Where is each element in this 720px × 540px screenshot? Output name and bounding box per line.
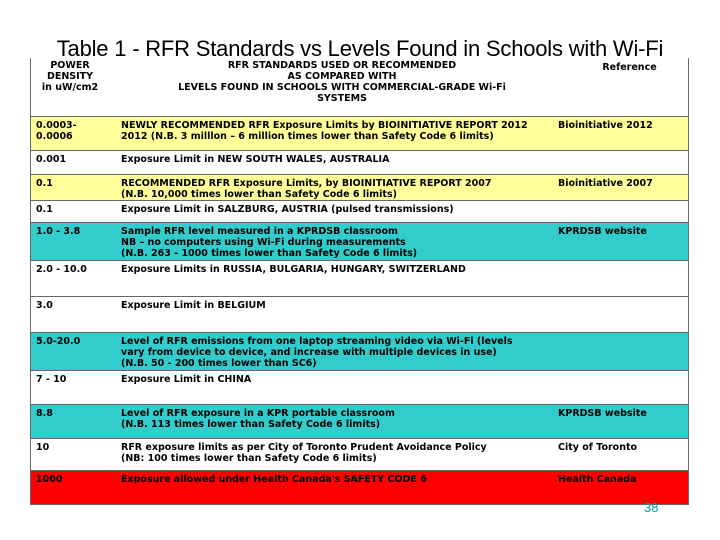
table-row <box>31 370 688 404</box>
power-density-cell: 0.001 <box>36 154 67 165</box>
standard-description-cell: Exposure Limit in SALZBURG, AUSTRIA (pulsed transmissions) <box>121 204 454 215</box>
power-density-cell: 1.0 - 3.8 <box>36 226 81 237</box>
standard-description-cell: Exposure Limit in CHINA <box>121 374 252 385</box>
page-number: 38 <box>644 500 659 515</box>
reference-cell: Bioinitiative 2012 <box>558 120 653 131</box>
table-row <box>31 296 688 332</box>
reference-cell: KPRDSB website <box>558 408 647 419</box>
reference-cell: KPRDSB website <box>558 226 647 237</box>
standard-description-cell: Exposure Limits in RUSSIA, BULGARIA, HUNGARY, SWITZERLAND <box>121 264 466 275</box>
power-density-cell: 0.1 <box>36 204 53 215</box>
power-density-cell: 3.0 <box>36 300 53 311</box>
standard-description-cell: RECOMMENDED RFR Exposure Limits, by BIOINITIATIVE REPORT 2007 (N.B. 10,000 times lower than Safety Code 6 limits) <box>121 178 492 200</box>
reference-cell: Bioinitiative 2007 <box>558 178 653 189</box>
rfr-standards-table <box>30 58 689 505</box>
standard-description-cell: Level of RFR emissions from one laptop streaming video via Wi-Fi (levels vary from device to device, and increase with multiple devices in use) (N.B. 50 - 200 times lower than SC6) <box>121 336 513 369</box>
table-row <box>31 332 688 370</box>
power-density-cell: 0.0003- 0.0006 <box>36 120 77 142</box>
standard-description-cell: RFR exposure limits as per City of Toronto Prudent Avoidance Policy (NB: 100 times lower than Safety Code 6 limits) <box>121 442 487 464</box>
table-row <box>31 438 688 470</box>
header-standards: RFR STANDARDS USED OR RECOMMENDED AS COMPARED WITH LEVELS FOUND IN SCHOOLS WITH COMMERCIAL-GRADE Wi-Fi SYSTEMS <box>178 60 506 104</box>
reference-cell: City of Toronto <box>558 442 638 453</box>
table-row <box>31 260 688 296</box>
standard-description-cell: Exposure Limit in NEW SOUTH WALES, AUSTRALIA <box>121 154 390 165</box>
power-density-cell: 0.1 <box>36 178 53 189</box>
table-row <box>31 404 688 438</box>
power-density-cell: 5.0-20.0 <box>36 336 81 347</box>
standard-description-cell: Exposure Limit in BELGIUM <box>121 300 266 311</box>
standard-description-cell: Exposure allowed under Health Canada's SAFETY CODE 6 <box>121 474 427 485</box>
header-reference: Reference <box>602 62 657 73</box>
table-row <box>31 470 688 504</box>
standard-description-cell: Level of RFR exposure in a KPR portable classroom (N.B. 113 times lower than Safety Code 6 limits) <box>121 408 395 430</box>
table-row <box>31 200 688 222</box>
standard-description-cell: Sample RFR level measured in a KPRDSB classroom NB – no computers using Wi-Fi during measurements (N.B. 263 - 1000 times lower than Safety Code 6 limits) <box>121 226 418 259</box>
table-row <box>31 222 688 260</box>
table-row <box>31 116 688 150</box>
header-power-density: POWER DENSITY in uW/cm2 <box>41 60 99 93</box>
standard-description-cell: NEWLY RECOMMENDED RFR Exposure Limits by BIOINITIATIVE REPORT 2012 2012 (N.B. 3 milllon – 6 million times lower than Safety Code 6 limits) <box>121 120 528 142</box>
power-density-cell: 8.8 <box>36 408 53 419</box>
slide-title: Table 1 - RFR Standards vs Levels Found in Schools with Wi-Fi <box>56 36 664 61</box>
power-density-cell: 1000 <box>36 474 63 485</box>
power-density-cell: 2.0 - 10.0 <box>36 264 87 275</box>
reference-cell: Health Canada <box>558 474 637 485</box>
table-row <box>31 174 688 200</box>
power-density-cell: 10 <box>36 442 50 453</box>
power-density-cell: 7 - 10 <box>36 374 67 385</box>
table-row <box>31 150 688 174</box>
